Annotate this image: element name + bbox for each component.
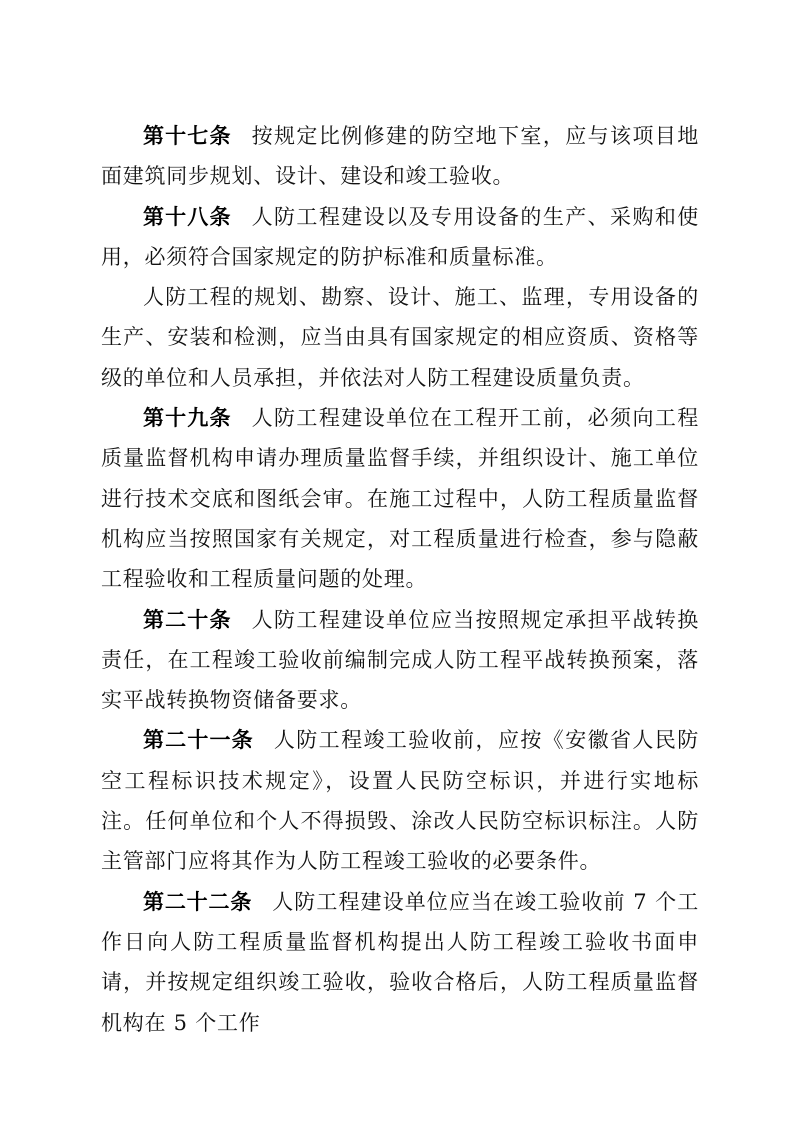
article-text: 人防工程建设以及专用设备的生产、采购和使用，必须符合国家规定的防护标准和质量标准。 [101,204,699,269]
paragraph-article-19 [101,398,699,599]
article-text: 人防工程建设单位应当按照规定承担平战转换责任，在工程竣工验收前编制完成人防工程平战转换预案，落实平战转换物资储备要求。 [101,607,699,713]
article-heading: 第十八条 [143,204,232,229]
article-heading: 第十九条 [143,406,232,431]
article-heading: 第二十一条 [143,728,254,753]
document-body [101,116,699,1043]
article-text: 人防工程建设单位应当在竣工验收前 7 个工作日向人防工程质量监督机构提出人防工程竣工验收书面申请，并按规定组织竣工验收，验收合格后，人防工程质量监督机构在 5 个工作 [101,889,700,1035]
paragraph-article-22 [101,882,699,1043]
paragraph-article-21 [101,720,699,881]
article-text: 人防工程建设单位在工程开工前，必须向工程质量监督机构申请办理质量监督手续，并组织设计、施工单位进行技术交底和图纸会审。在施工过程中，人防工程质量监督机构应当按照国家有关规定，对工程质量进行检查，参与隐蔽工程验收和工程质量问题的处理。 [101,406,699,592]
article-heading: 第二十条 [143,607,232,632]
paragraph-article-17 [101,116,699,197]
paragraph-article-20 [101,600,699,721]
article-text: 按规定比例修建的防空地下室，应与该项目地面建筑同步规划、设计、建设和竣工验收。 [101,124,699,189]
paragraph-article-18 [101,197,699,278]
article-heading: 第二十二条 [143,889,253,914]
article-text: 人防工程竣工验收前，应按《安徽省人民防空工程标识技术规定》，设置人民防空标识，并进行实地标注。任何单位和个人不得损毁、涂改人民防空标识标注。人防主管部门应将其作为人防工程竣工验收的必要条件。 [101,728,700,874]
article-text: 人防工程的规划、勘察、设计、施工、监理，专用设备的生产、安装和检测，应当由具有国家规定的相应资质、资格等级的单位和人员承担，并依法对人防工程建设质量负责。 [101,285,699,390]
paragraph-article-18-clause-2 [101,277,699,398]
article-heading: 第十七条 [143,124,232,148]
